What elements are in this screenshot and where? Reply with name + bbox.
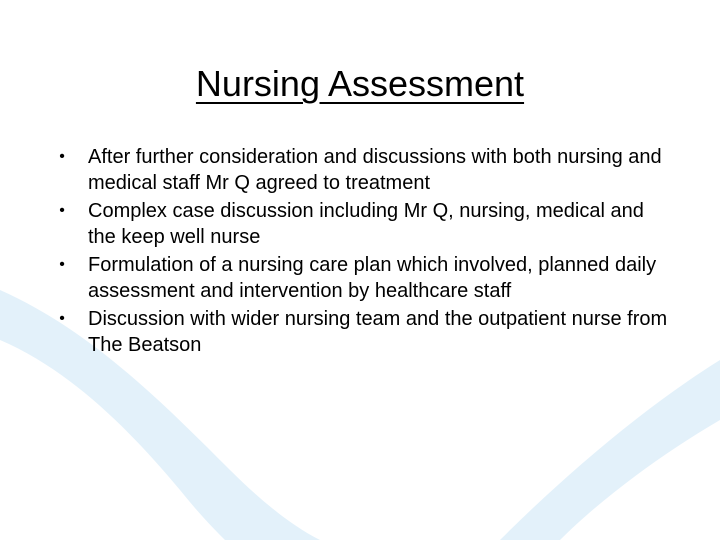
bullet-item: [56, 306, 676, 358]
bullet-icon: •: [59, 310, 65, 327]
slide-title: Nursing Assessment: [195, 63, 525, 104]
bullet-icon: •: [59, 202, 65, 219]
bullet-text: Formulation of a nursing care plan which involved, planned daily assessment and intervention by healthcare staff: [88, 254, 657, 302]
bullet-icon: •: [59, 256, 65, 273]
bullet-text: Complex case discussion including Mr Q, nursing, medical and the keep well nurse: [88, 200, 644, 248]
bullet-item: [56, 144, 676, 196]
bullet-icon: •: [59, 148, 65, 165]
bullet-list: [56, 144, 676, 360]
bullet-text: After further consideration and discussions with both nursing and medical staff Mr Q agreed to treatment: [88, 146, 662, 194]
bullet-item: [56, 198, 676, 250]
bullet-text: Discussion with wider nursing team and the outpatient nurse from The Beatson: [88, 308, 668, 356]
bullet-item: [56, 252, 676, 304]
